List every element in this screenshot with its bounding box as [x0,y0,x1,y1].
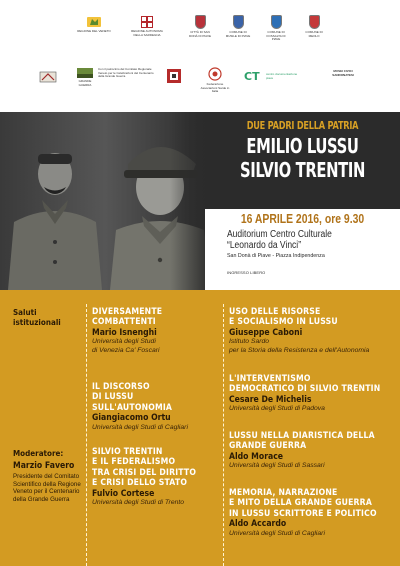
archive-emblem-icon [39,70,57,84]
talk-title: USO DELLE RISORSE [229,307,321,317]
talk-title: IL DISCORSO [92,382,150,392]
moderator-description: Presidente del Comitato Scientifico della Regione Veneto per il Centenario della Grande Guerra [13,473,81,503]
talk-affiliation: Università degli Studi di Cagliari [92,423,188,431]
talk-item [229,307,369,355]
moderator-label: Moderatore: [13,449,64,458]
lion-emblem-icon [86,16,102,28]
greetings-label: Saluti istituzionali [13,308,61,327]
venue-line-1: Auditorium Centro Culturale [227,229,332,240]
event-subtitle: DUE PADRI DELLA PATRIA [246,120,359,132]
talk-title: E IL FEDERALISMO [92,457,176,468]
event-name-trentin: SILVIO TRENTIN [239,158,366,182]
cdp-emblem-icon [244,70,264,84]
city-crest-icon [195,15,206,29]
logo-musile: COMUNE DI MUSILE DI PIAVE [224,15,252,38]
grande-guerra-icon [77,68,93,78]
divider-right [223,304,224,566]
talk-item [229,374,397,414]
talk-affiliation: Università degli Studi [92,338,156,346]
four-moors-icon [141,16,153,28]
talk-affiliation: Università degli Studi di Sassari [229,462,325,470]
talk-item [229,488,393,538]
talk-title: DEMOCRATICO DI SILVIO TRENTIN [229,384,381,395]
divider-left [86,304,87,566]
event-name-lussu: EMILIO LUSSU [246,134,359,158]
logo-regione-veneto: REGIONE DEL VENETO [74,16,114,34]
event-date: 16 APRILE 2016, ore 9.30 [240,211,365,226]
logo-comitato-veneto: Con il patrocinio del Comitato Regionale Veneto per le Celebrazioni del Centenario della Grande Guerra [98,67,154,79]
talk-title: COMBATTENTI [92,317,156,328]
venue-address: San Donà di Piave - Piazza Indipendenza [227,253,325,259]
talk-title: IN LUSSU SCRITTORE E POLITICO [229,508,377,519]
logo-museum [164,68,184,86]
talk-title: E MITO DELLA GRANDE GUERRA [229,498,372,509]
talk-item [92,382,188,432]
talk-affiliation: di Venezia Ca' Foscari [92,346,160,354]
talk-speaker: Aldo Accardo [229,519,287,530]
logo-regione-sardegna: REGIONE AUTONOMA DELLA SARDEGNA [128,16,166,37]
talk-title: LUSSU NELLA DIARISTICA DELLA [229,431,375,441]
logo-header [0,0,400,112]
program-section [0,290,400,566]
talk-title: E CRISI DELLO STATO [92,478,188,489]
logo-meolo: COMUNE DI MEOLO [300,15,328,38]
talk-title: DIVERSAMENTE [92,307,163,317]
talk-speaker: Cesare De Michelis [229,394,312,405]
fasi-emblem-icon [208,67,222,81]
talk-affiliation: Istituto Sardo [229,338,270,346]
talk-title: GRANDE GUERRA [229,441,307,452]
talk-title: DI LUSSU [92,392,134,403]
event-venue [227,229,380,251]
venue-line-2: “Leonardo da Vinci” [227,240,302,251]
talk-speaker: Aldo Morace [229,451,284,462]
talk-title: MEMORIA, NARRAZIONE [229,488,338,498]
talk-speaker: Mario Isnenghi [92,327,157,338]
logo-musei-civici: MUSEI CIVICI SANDONATESI [332,69,354,77]
logo-fasi: Federazione Associazioni Sarde in Italia [200,67,230,94]
talk-speaker: Giangiacomo Ortu [92,413,171,424]
title-block [205,112,400,290]
talk-title: SILVIO TRENTIN [92,447,163,457]
talk-title: TRA CRISI DEL DIRITTO [92,467,197,478]
talk-affiliation: per la Storia della Resistenza e dell'Autonomia [229,346,370,354]
talk-item [92,307,170,355]
talk-speaker: Giuseppe Caboni [229,327,303,338]
city-crest-icon [271,15,282,29]
city-crest-icon [233,15,244,29]
moderator-name: Marzio Favero [13,461,75,471]
talk-item [229,431,391,471]
talk-affiliation: Università degli Studi di Padova [229,405,325,413]
logo-cdp: CT centro documentazione piave [244,70,298,82]
talk-title: L'INTERVENTISMO [229,374,311,384]
talk-affiliation: Università degli Studi di Trento [92,499,185,507]
museum-emblem-icon [166,68,182,84]
talk-affiliation: Università degli Studi di Cagliari [229,529,325,537]
svg-text:CT: CT [244,70,260,82]
logo-grande-guerra: GRANDE GUERRA [74,68,96,87]
talk-item [92,447,208,507]
logo-fossalta: COMUNE DI FOSSALTA DI PIAVE [262,15,290,42]
city-crest-icon [309,15,320,29]
talk-title: E SOCIALISMO IN LUSSU [229,317,338,328]
logo-archive [38,70,58,86]
logo-san-dona: CITTÀ DI SAN DONÀ DI PIAVE [186,15,214,38]
free-entry-note: INGRESSO LIBERO [227,270,266,275]
talk-speaker: Fulvio Cortese [92,488,155,499]
talk-title: SULL'AUTONOMIA [92,402,173,413]
